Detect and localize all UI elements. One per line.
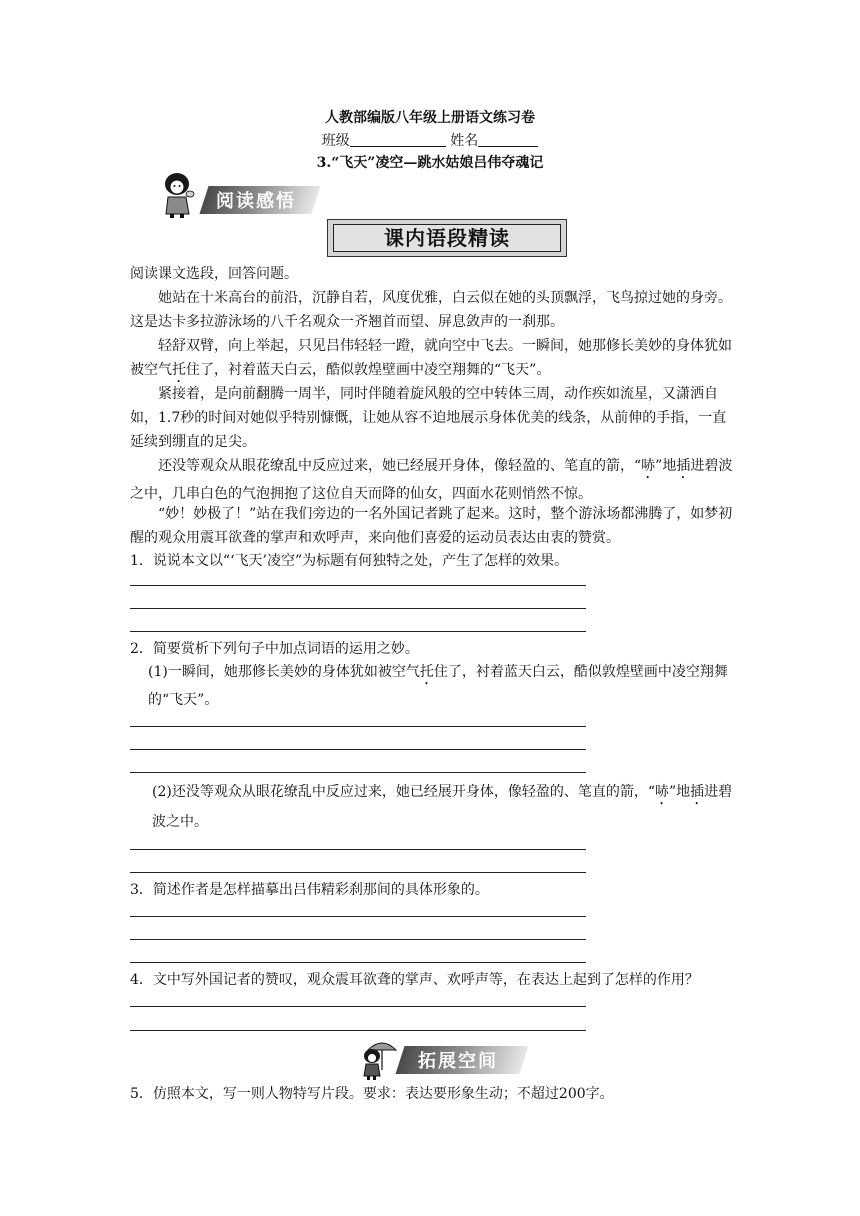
question-2-1 — [148, 660, 734, 712]
p4-text-b: ”地 — [655, 458, 677, 474]
class-label: 班级 — [321, 133, 350, 149]
chapter-title: 3.“飞天”凌空—跳水姑娘吕伟夺魂记 — [316, 155, 544, 171]
answer-line[interactable] — [130, 585, 586, 586]
passage-paragraph-5: “妙！妙极了！”站在我们旁边的一名外国记者跳了起来。这时，整个游泳场都沸腾了，如梦初醒的观众用震耳欲聋的掌声和欢呼声，来向他们喜爱的运动员表达由衷的赞赏。 — [130, 506, 733, 546]
name-label: 姓名 — [450, 133, 479, 149]
name-blank[interactable] — [478, 132, 538, 147]
instruction: 阅读课文选段，回答问题。 — [130, 266, 298, 282]
question-2: 2．简要赏析下列句子中加点词语的运用之妙。 — [130, 641, 419, 657]
answer-line[interactable] — [130, 916, 586, 917]
answer-line[interactable] — [130, 939, 586, 940]
q2-1-text-a: (1)一瞬间，她那修长美妙的身体犹如被空气 — [148, 664, 420, 680]
q2-1-dotted-word: 托 — [419, 664, 434, 680]
class-blank[interactable] — [350, 132, 446, 147]
answer-line[interactable] — [130, 1030, 586, 1031]
p4-dotted-word-2: 插 — [676, 458, 691, 474]
question-3: 3．简述作者是怎样描摹出吕伟精彩刹那间的具体形象的。 — [130, 882, 489, 898]
q2-1-text-b: 住了，衬着蓝天白云，酷似敦煌壁画中凌空翔舞的“飞天”。 — [148, 664, 728, 708]
reading-banner — [160, 172, 320, 218]
p4-dotted-word-1: 哧 — [641, 458, 656, 474]
reading-banner-label: 阅读感悟 — [216, 191, 296, 212]
answer-line[interactable] — [130, 962, 586, 963]
question-5: 5．仿照本文，写一则人物特写片段。要求：表达要形象生动；不超过200字。 — [130, 1086, 614, 1102]
p4-text-a: 还没等观众从眼花缭乱中反应过来，她已经展开身体，像轻盈的、笔直的箭，“ — [158, 458, 642, 474]
section-box — [327, 219, 567, 257]
worksheet-title: 人教部编版八年级上册语文练习卷 — [325, 110, 535, 126]
extension-banner-label: 拓展空间 — [418, 1051, 498, 1072]
p2-text-a: 轻舒双臂，向上举起，只见吕伟轻轻一蹬，就向空中飞去。一瞬间，她那修长美妙的身体犹如被空气 — [130, 338, 732, 378]
answer-line[interactable] — [130, 726, 586, 727]
question-4: 4．文中写外国记者的赞叹，观众震耳欲聋的掌声、欢呼声等，在表达上起到了怎样的作用？ — [130, 972, 699, 988]
question-2-2 — [152, 778, 734, 836]
umbrella-girl-icon — [358, 1036, 398, 1080]
q2-2-text-c: 进碧波之中。 — [152, 784, 733, 830]
answer-line[interactable] — [130, 872, 586, 873]
answer-line[interactable] — [130, 631, 586, 632]
p4-text-c: 进碧波之中，几串白色的气泡拥抱了这位自天而降的仙女，四面水花则悄然不惊。 — [130, 458, 733, 502]
answer-line[interactable] — [130, 608, 586, 609]
answer-line[interactable] — [130, 772, 586, 773]
reading-girl-icon — [160, 172, 200, 218]
q2-2-text-b: ”地 — [669, 784, 691, 800]
p2-dotted-word: 托 — [172, 362, 186, 378]
passage-paragraph-4 — [130, 454, 734, 506]
passage-paragraph-2 — [130, 334, 734, 386]
answer-line[interactable] — [130, 1006, 586, 1007]
p2-text-b: 住了，衬着蓝天白云，酷似敦煌壁画中凌空翔舞的“飞天”。 — [186, 362, 551, 378]
q2-2-dotted-word-2: 插 — [690, 784, 705, 800]
q2-2-dotted-word-1: 哧 — [655, 784, 669, 800]
class-name-line — [0, 130, 860, 150]
answer-line[interactable] — [130, 849, 586, 850]
question-1: 1．说说本文以“‘飞天’凌空”为标题有何独特之处，产生了怎样的效果。 — [130, 553, 569, 569]
passage-paragraph-3: 紧接着，是向前翻腾一周半，同时伴随着旋风般的空中转体三周，动作疾如流星，又潇洒自如，1.7秒的时间对她似乎特别慷慨，让她从容不迫地展示身体优美的线条，从前伸的手指，一直延续到绷直的足尖。 — [130, 386, 727, 450]
answer-line[interactable] — [130, 749, 586, 750]
extension-banner — [358, 1036, 528, 1080]
q2-2-text-a: (2)还没等观众从眼花缭乱中反应过来，她已经展开身体，像轻盈的、笔直的箭，“ — [152, 784, 655, 800]
section-title: 课内语段精读 — [333, 224, 561, 252]
passage-paragraph-1: 她站在十米高台的前沿，沉静自若，风度优雅，白云似在她的头顶飘浮，飞鸟掠过她的身旁。这是达卡多拉游泳场的八千名观众一齐翘首而望、屏息敛声的一刹那。 — [130, 290, 732, 330]
